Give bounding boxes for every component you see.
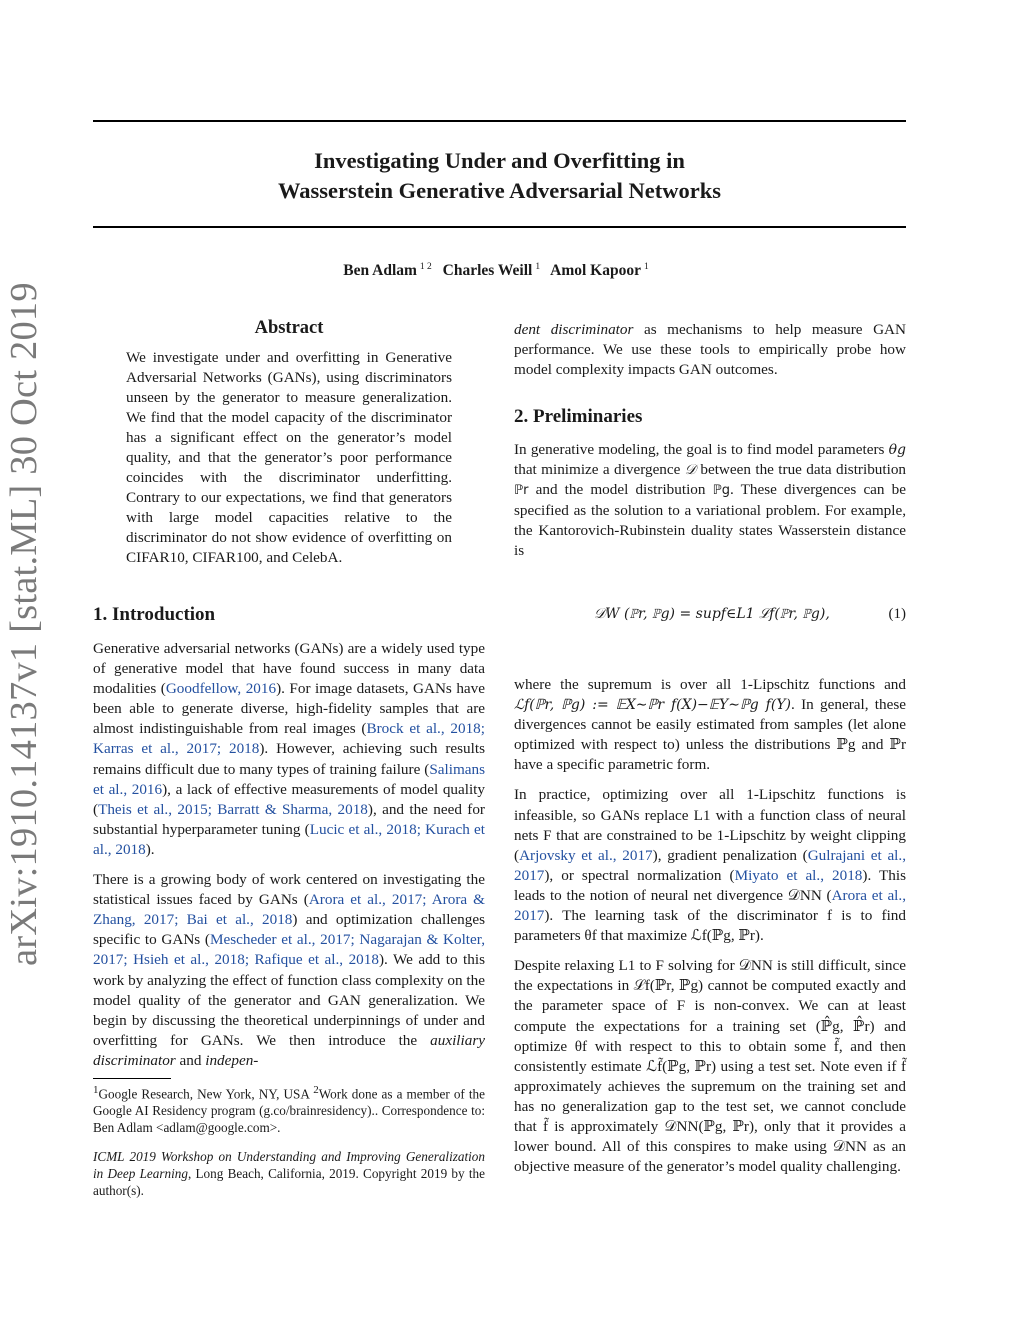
abstract-text bbox=[126, 348, 452, 578]
citation-link[interactable]: Salimans et al., 2016 bbox=[93, 760, 485, 798]
author-name: Charles Weill bbox=[442, 262, 533, 280]
equation-body: 𝒟W (ℙr, ℙg) = supf∈L1 ℒf(ℙr, ℙg), bbox=[594, 606, 830, 622]
intro-continuation: dent discriminator as mechanisms to help measure GAN performance. We use these tools to empirically probe how model complexity impacts GAN outcomes. bbox=[514, 321, 906, 379]
footnote-rule bbox=[93, 1078, 171, 1079]
symbol-pr: ℙr bbox=[514, 483, 529, 499]
right-column-top bbox=[514, 320, 906, 390]
citation-link[interactable]: Theis et al., 2015; Barratt & Sharma, 2018 bbox=[98, 800, 368, 818]
intro-paragraph-1: Generative adversarial networks (GANs) are a widely used type of generative model that have found success in many data modalities (Goodfellow, 2016). For image datasets, GANs have been able to generate diverse, high-fidelity samples that are almost indistinguishable from real images (Brock et al., 2018; Karras et al., 2017; 2018). However, achieving such results remains difficult due to many types of training failure (Salimans et al., 2016), a lack of effective measurements of model quality (Theis et al., 2015; Barratt & Sharma, 2018), and the need for substantial hyperparameter tuning (Lucic et al., 2018; Kurach et al., 2018). bbox=[93, 640, 485, 858]
citation-link[interactable]: Arjovsky et al., 2017 bbox=[519, 846, 653, 864]
arxiv-stamp: arXiv:1910.14137v1 [stat.ML] 30 Oct 2019 bbox=[3, 282, 45, 966]
footnote-venue: ICML 2019 Workshop on Understanding and Improving Generalization in Deep Learning, Long Beach, California, 2019. Copyright 2019 by the author(s). bbox=[93, 1149, 485, 1199]
abstract-paragraph: We investigate under and overfitting in Generative Adversarial Networks (GANs), using discriminators unseen by the generator to measure generalization. We find that the model capacity of the discriminator has a significant effect on the generator’s model quality, and that the generator’s poor performance coincides with the discriminator underfitting. Contrary to our expectations, we find that generators with large model capacities relative to the discriminator do not show evidence of overfitting on CIFAR10, CIFAR100, and CelebA. bbox=[126, 349, 452, 566]
citation-link[interactable]: Lucic et al., 2018; Kurach et al., 2018 bbox=[93, 820, 485, 858]
citation-link[interactable]: Gulrajani et al., 2017 bbox=[514, 846, 906, 884]
author-list bbox=[93, 262, 906, 280]
footnote-affiliations: $^1$Google Research, New York, NY, USA $^2$Work done as a member of the Google AI Residency program (g.co/brainresidency).. Correspondence to: Ben Adlam <adlam@google.com>. bbox=[93, 1084, 486, 1136]
title-line-2: Wasserstein Generative Adversarial Networks bbox=[277, 178, 722, 203]
top-rule bbox=[93, 120, 906, 122]
author-name: Ben Adlam bbox=[343, 262, 417, 280]
citation-link[interactable]: Arora et al., 2017; Arora & Zhang, 2017; Bai et al., 2018 bbox=[93, 891, 485, 929]
citation-link[interactable]: Miyato et al., 2018 bbox=[734, 866, 863, 884]
citation-link[interactable]: Brock et al., 2018; Karras et al., 2017; 2018 bbox=[93, 720, 485, 758]
symbol-theta-g: θg bbox=[888, 442, 906, 458]
equation-number: (1) bbox=[888, 606, 906, 622]
author-name: Amol Kapoor bbox=[550, 262, 641, 280]
author-affiliation: 1 bbox=[643, 262, 649, 272]
intro-heading: 1. Introduction bbox=[93, 604, 216, 625]
preliminaries-heading: 2. Preliminaries bbox=[514, 406, 643, 427]
intro-paragraph-2: There is a growing body of work centered on investigating the statistical issues faced by GANs (Arora et al., 2017; Arora & Zhang, 2017; Bai et al., 2018) and optimization challenges specific to GANs (Mescheder et al., 2017; Nagarajan & Kolter, 2017; Hsieh et al., 2018; Rafique et al., 2018). We add to this work by analyzing the effect of function class complexity on the model quality of the generator and GAN generalization. We begin by discussing the theoretical underpinnings of under and overfitting for GANs. We then introduce the auxiliary discriminator and indepen- bbox=[93, 871, 485, 1069]
preliminaries-paragraph-3: In practice, optimizing over all 1-Lipschitz functions is infeasible, so GANs replace L1 with a function class of neural nets F that are constrained to be 1-Lipschitz by weight clipping (Arjovsky et al., 2017), gradient penalization (Gulrajani et al., 2017), or spectral normalization (Miyato et al., 2018). This leads to the notion of neural net divergence 𝒟NN (Arora et al., 2017). The learning task of the discriminator f is to find parameters θf that maximize ℒf(ℙg, ℙr). bbox=[514, 786, 906, 945]
preliminaries-paragraph-1: In generative modeling, the goal is to find model parameters θg that minimize a divergence 𝒟 between the true data distribution ℙr and the model distribution ℙg. These divergences can be specified as the solution to a variational problem. For example, the Kantorovich-Rubinstein duality states Wasserstein distance is bbox=[514, 441, 907, 560]
citation-link[interactable]: Arora et al., 2017 bbox=[514, 886, 906, 925]
paper-title bbox=[93, 146, 906, 206]
citation-link[interactable]: Goodfellow, 2016 bbox=[165, 680, 277, 698]
preliminaries-paragraph-2: where the supremum is over all 1-Lipschitz functions and ℒf(ℙr, ℙg) := 𝔼X∼ℙr f(X)−𝔼Y∼ℙg f(Y). In general, these divergences cannot be easily estimated from samples (let alone optimized with respect to) unless the distributions ℙg and ℙr have a specific parametric form. bbox=[514, 676, 907, 774]
citation-link[interactable]: Mescheder et al., 2017; Nagarajan & Kolter, 2017; Hsieh et al., 2018; Rafique et al., 2018 bbox=[93, 931, 485, 969]
bottom-title-rule bbox=[93, 226, 906, 228]
equation-1 bbox=[514, 606, 906, 630]
preliminaries-paragraph-4: Despite relaxing L1 to F solving for 𝒟NN is still difficult, since the expectations in ℒf(ℙr, ℙg) cannot be computed exactly and the parameter space of F is non-convex. We can at least compute the expectations for a training set (ℙ̂g, ℙ̂r) and optimize θf with respect to this to obtain some f̃, and then consistently estimate ℒf̃(ℙg, ℙr) using a test set. Note even if f̃ approximately achieves the supremum on the training set and has no generalization gap to the test set, we cannot conclude that f̃ is approximately 𝒟NN(ℙg, ℙr), only that it provides a lower bound. All of this conspires to make using 𝒟NN as an objective measure of the generator’s model quality challenging. bbox=[514, 957, 906, 1176]
footnotes bbox=[93, 1082, 485, 1211]
author-affiliation: 1 bbox=[535, 262, 541, 272]
intro-body bbox=[93, 639, 485, 1081]
symbol-divergence: 𝒟 bbox=[684, 462, 696, 479]
abstract-heading: Abstract bbox=[254, 318, 324, 338]
right-column-body bbox=[514, 675, 906, 1187]
symbol-pg: ℙg bbox=[712, 483, 730, 499]
title-line-1: Investigating Under and Overfitting in bbox=[314, 148, 685, 173]
author-affiliation: 1 2 bbox=[419, 262, 432, 272]
